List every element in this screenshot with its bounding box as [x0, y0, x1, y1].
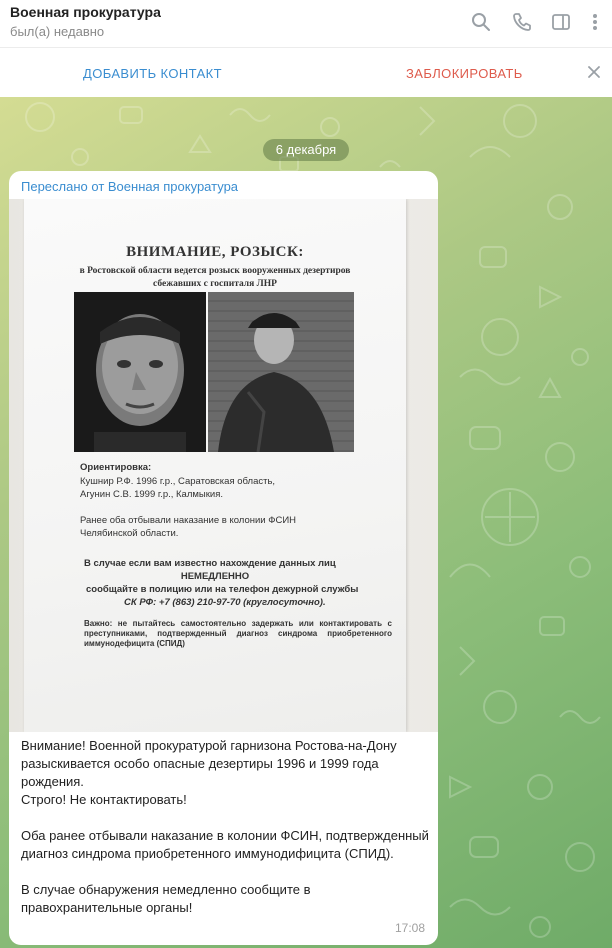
poster-urgent: НЕМЕДЛЕННО [180, 571, 250, 582]
message-time: 17:08 [395, 921, 426, 935]
chat-title[interactable]: Военная прокуратура [10, 4, 161, 20]
poster-prior: Ранее оба отбывали наказание в колонии ФСИН Челябинской области. [80, 515, 297, 539]
forwarded-from-label[interactable]: Переслано от Военная прокуратура [21, 179, 239, 194]
poster-subheading: в Ростовской области ведется розыск вооруженных дезертиров сбежавших с госпиталя ЛНР [79, 266, 351, 289]
chat-header [0, 0, 612, 46]
poster-call-2: сообщайте в полицию или на телефон дежурной службы [86, 584, 359, 595]
poster-warning: Важно: не пытайтесь самостоятельно задержать или контактировать с преступниками, подтвержденный диагноз синдрома приобретенного иммунодефицита (СПИД) [84, 619, 392, 648]
poster-heading: ВНИМАНИЕ, РОЗЫСК: [126, 244, 304, 260]
wanted-poster [24, 199, 406, 732]
poster-person-2: Агунин С.В. 1999 г.р., Калмыкия. [80, 489, 223, 500]
contact-action-bar [0, 47, 612, 97]
message-photo[interactable] [9, 199, 438, 732]
close-icon[interactable] [586, 64, 602, 80]
suspect-photo-1 [74, 292, 206, 452]
last-seen-status: был(а) недавно [10, 24, 105, 39]
phone-icon[interactable] [511, 11, 533, 33]
message-bubble[interactable] [9, 171, 438, 945]
more-options-icon[interactable] [584, 11, 606, 33]
add-contact-button[interactable]: ДОБАВИТЬ КОНТАКТ [83, 66, 222, 81]
poster-phone: СК РФ: +7 (863) 210-97-70 (круглосуточно). [124, 597, 326, 608]
block-button[interactable]: ЗАБЛОКИРОВАТЬ [406, 66, 523, 81]
search-icon[interactable] [470, 11, 492, 33]
date-separator: 6 декабря [263, 139, 349, 161]
poster-orient-label: Ориентировка: [80, 462, 152, 473]
sidebar-toggle-icon[interactable] [550, 11, 572, 33]
poster-person-1: Кушнир Р.Ф. 1996 г.р., Саратовская область, [80, 476, 276, 487]
message-text: Внимание! Военной прокуратурой гарнизона Ростова-на-Дону разыскивается особо опасные дезертиры 1996 и 1999 года рождения. Строго! Не контактировать! Оба ранее отбывали наказание в колонии ФСИН, подтвержденный диагноз синдрома приобретенного иммунодифицита (СПИД). В случае обнаружения немедленно сообщите в правохранительные органы! [21, 738, 429, 915]
chat-area[interactable] [0, 97, 612, 948]
suspect-photo-2 [208, 292, 354, 452]
poster-call-1: В случае если вам известно нахождение данных лиц [84, 558, 336, 569]
